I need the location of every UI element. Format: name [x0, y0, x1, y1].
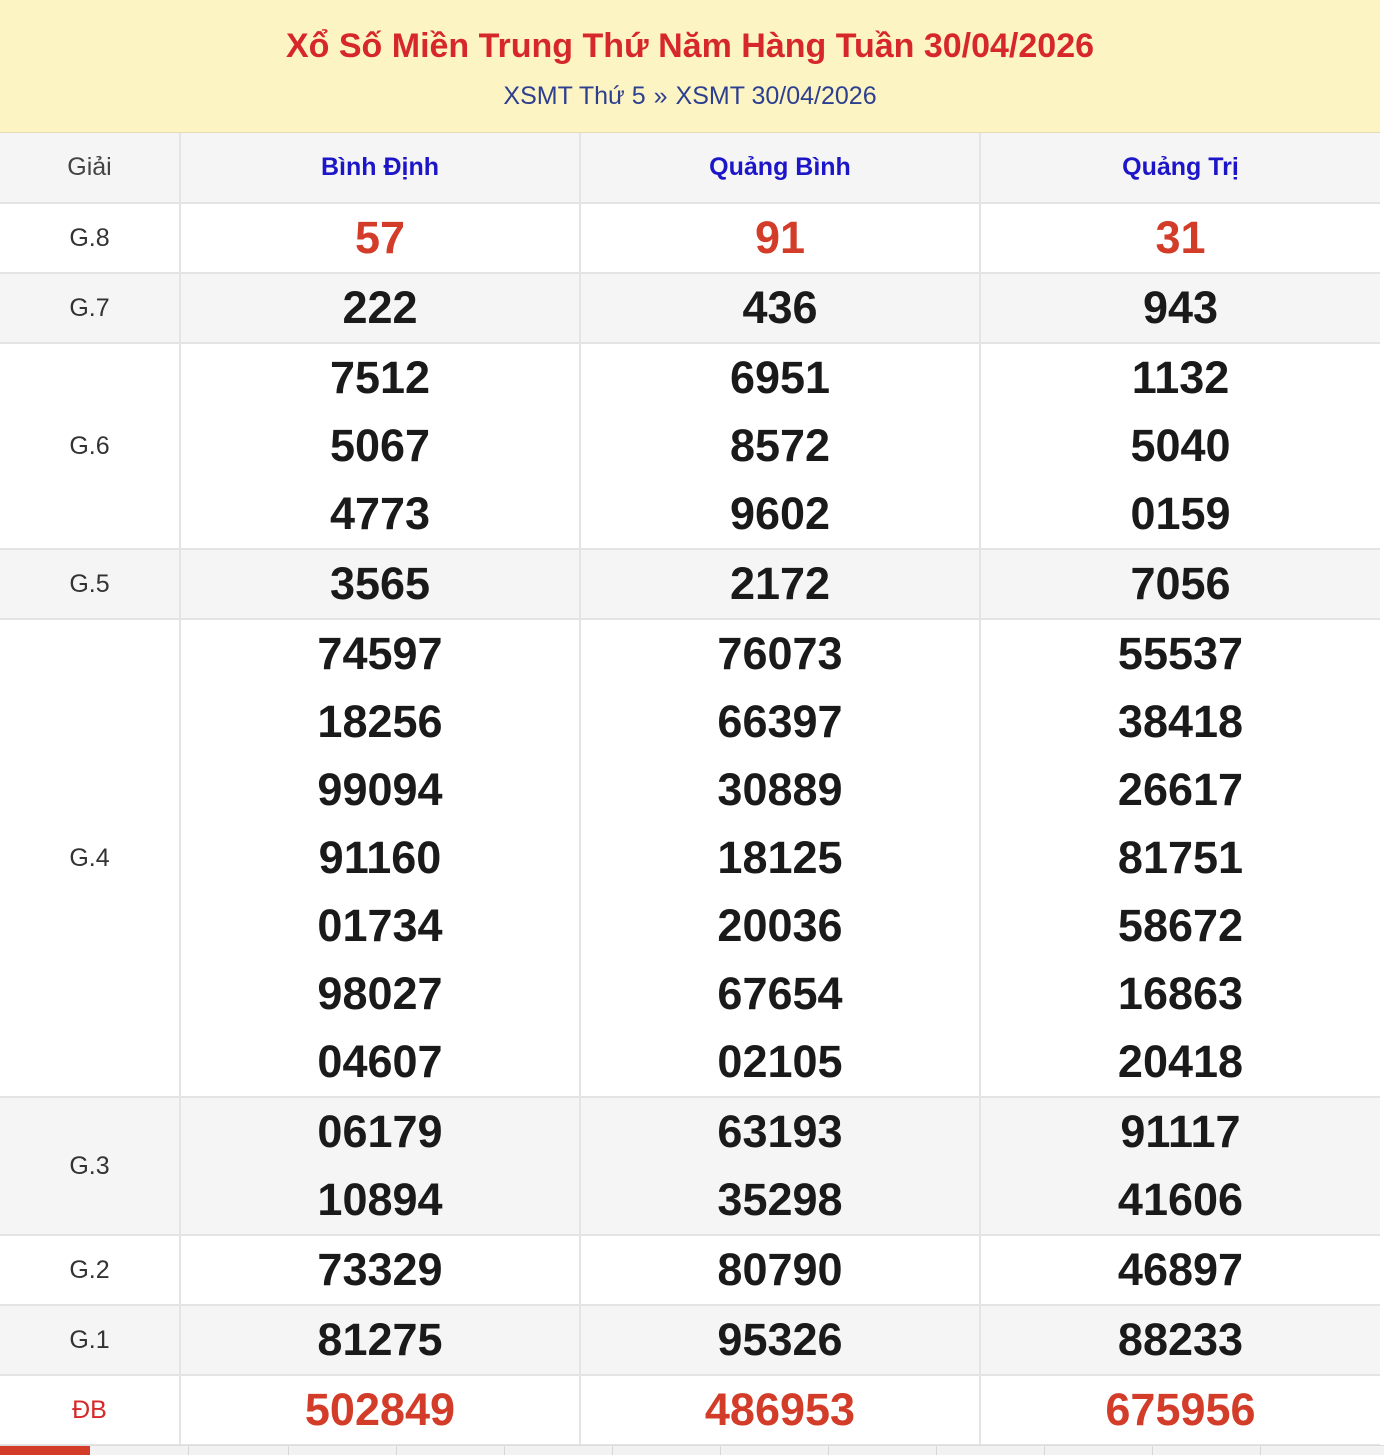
breadcrumb: [0, 80, 1380, 112]
result-number: 02105: [717, 1036, 843, 1087]
breadcrumb-link-weekday[interactable]: XSMT Thứ 5: [503, 82, 646, 110]
prize-label: ĐB: [0, 1375, 180, 1445]
page-title: Xổ Số Miền Trung Thứ Năm Hàng Tuần 30/04/2026: [285, 27, 1095, 65]
result-number: 76073: [717, 628, 843, 679]
bottom-tab-divider: [188, 1446, 189, 1455]
result-number: 99094: [317, 764, 443, 815]
result-number: 30889: [717, 764, 843, 815]
result-cell-binh-dinh: [180, 273, 580, 343]
result-cell-quang-tri: [980, 549, 1380, 619]
result-number: 91117: [1120, 1106, 1241, 1157]
breadcrumb-link-date[interactable]: XSMT 30/04/2026: [675, 82, 877, 110]
province-header-quang-tri[interactable]: Quảng Trị: [980, 133, 1380, 203]
table-row: [0, 1375, 1380, 1445]
prize-label: G.3: [0, 1097, 180, 1235]
result-number: 3565: [329, 558, 431, 609]
result-number: 55537: [1117, 628, 1244, 679]
bottom-tab-divider: [720, 1446, 721, 1455]
result-number: 06179: [317, 1106, 443, 1157]
result-cell-quang-binh: [580, 549, 980, 619]
result-cell-quang-binh: [580, 1305, 980, 1375]
result-number: 4773: [329, 488, 431, 539]
bottom-tab-divider: [828, 1446, 829, 1455]
bottom-tab-divider: [1260, 1446, 1261, 1455]
result-number: 20418: [1117, 1036, 1244, 1087]
result-cell-quang-tri: [980, 343, 1380, 549]
result-cell-binh-dinh: [180, 619, 580, 1097]
result-cell-quang-tri: [980, 1305, 1380, 1375]
bottom-tab-divider: [504, 1446, 505, 1455]
result-number: 502849: [304, 1384, 456, 1435]
result-number: 20036: [717, 900, 843, 951]
table-row: [0, 1097, 1380, 1235]
result-cell-quang-tri: [980, 203, 1380, 273]
result-number: 2172: [729, 558, 831, 609]
result-number: 6951: [729, 352, 831, 403]
result-number: 5067: [329, 420, 431, 471]
bottom-tab-strip: [0, 1445, 1384, 1455]
result-cell-quang-binh: [580, 203, 980, 273]
bottom-tab-divider: [288, 1446, 289, 1455]
result-number: 80790: [717, 1244, 843, 1295]
result-number: 73329: [317, 1244, 443, 1295]
result-cell-binh-dinh: [180, 203, 580, 273]
result-number: 63193: [717, 1106, 843, 1157]
result-number: 486953: [704, 1384, 856, 1435]
result-cell-quang-binh: [580, 1235, 980, 1305]
table-row: [0, 549, 1380, 619]
province-header-quang-binh[interactable]: Quảng Bình: [580, 133, 980, 203]
result-number: 436: [742, 282, 818, 333]
result-number: 81275: [317, 1314, 443, 1365]
bottom-tab-divider: [1044, 1446, 1045, 1455]
result-number: 38418: [1117, 696, 1244, 747]
result-number: 5040: [1130, 420, 1231, 471]
result-cell-quang-binh: [580, 273, 980, 343]
result-number: 31: [1155, 212, 1206, 263]
result-cell-quang-tri: [980, 273, 1380, 343]
results-header: [0, 0, 1380, 133]
bottom-tab-divider: [396, 1446, 397, 1455]
result-number: 675956: [1105, 1384, 1256, 1435]
result-number: 222: [342, 282, 418, 333]
table-row: [0, 619, 1380, 1097]
result-number: 10894: [317, 1174, 443, 1225]
result-number: 95326: [717, 1314, 843, 1365]
prize-label: G.5: [0, 549, 180, 619]
result-cell-quang-tri: [980, 1235, 1380, 1305]
result-number: 943: [1142, 282, 1219, 333]
table-row: [0, 1305, 1380, 1375]
table-row: [0, 273, 1380, 343]
table-row: [0, 1235, 1380, 1305]
bottom-tab-active[interactable]: [0, 1446, 90, 1455]
result-cell-quang-tri: [980, 619, 1380, 1097]
result-cell-quang-tri: [980, 1375, 1380, 1445]
result-number: 1132: [1131, 352, 1230, 403]
result-number: 91: [754, 212, 806, 263]
result-number: 0159: [1130, 488, 1231, 539]
result-number: 26617: [1117, 764, 1244, 815]
result-cell-binh-dinh: [180, 1097, 580, 1235]
result-cell-quang-binh: [580, 1375, 980, 1445]
result-cell-quang-binh: [580, 1097, 980, 1235]
result-number: 98027: [317, 968, 443, 1019]
result-cell-binh-dinh: [180, 1305, 580, 1375]
result-number: 88233: [1117, 1314, 1244, 1365]
result-number: 8572: [729, 420, 831, 471]
result-cell-quang-binh: [580, 343, 980, 549]
result-number: 91160: [318, 832, 442, 883]
prize-label: G.6: [0, 343, 180, 549]
result-cell-quang-tri: [980, 1097, 1380, 1235]
result-number: 66397: [717, 696, 843, 747]
prize-label: G.8: [0, 203, 180, 273]
result-number: 9602: [729, 488, 831, 539]
table-row: [0, 343, 1380, 549]
prize-label: G.4: [0, 619, 180, 1097]
result-number: 18125: [717, 832, 843, 883]
result-number: 81751: [1117, 832, 1244, 883]
bottom-tab-divider: [936, 1446, 937, 1455]
result-cell-binh-dinh: [180, 343, 580, 549]
result-number: 74597: [317, 628, 443, 679]
prize-label: G.2: [0, 1235, 180, 1305]
result-number: 57: [354, 212, 406, 263]
prize-column-header: Giải: [0, 133, 180, 203]
result-number: 67654: [717, 968, 843, 1019]
result-cell-binh-dinh: [180, 1235, 580, 1305]
results-table: [0, 133, 1380, 1446]
table-row: [0, 203, 1380, 273]
breadcrumb-separator: »: [653, 82, 668, 110]
prize-label: G.7: [0, 273, 180, 343]
result-number: 7512: [329, 352, 431, 403]
result-number: 18256: [317, 696, 443, 747]
result-cell-binh-dinh: [180, 1375, 580, 1445]
result-number: 7056: [1130, 558, 1231, 609]
result-number: 01734: [317, 900, 443, 951]
result-number: 16863: [1117, 968, 1244, 1019]
province-header-binh-dinh[interactable]: Bình Định: [180, 133, 580, 203]
bottom-tab-divider: [1152, 1446, 1153, 1455]
result-number: 58672: [1117, 900, 1244, 951]
result-cell-quang-binh: [580, 619, 980, 1097]
result-cell-binh-dinh: [180, 549, 580, 619]
result-number: 46897: [1117, 1244, 1244, 1295]
result-number: 04607: [317, 1036, 443, 1087]
result-number: 41606: [1117, 1174, 1244, 1225]
bottom-tab-divider: [612, 1446, 613, 1455]
prize-label: G.1: [0, 1305, 180, 1375]
result-number: 35298: [717, 1174, 843, 1225]
